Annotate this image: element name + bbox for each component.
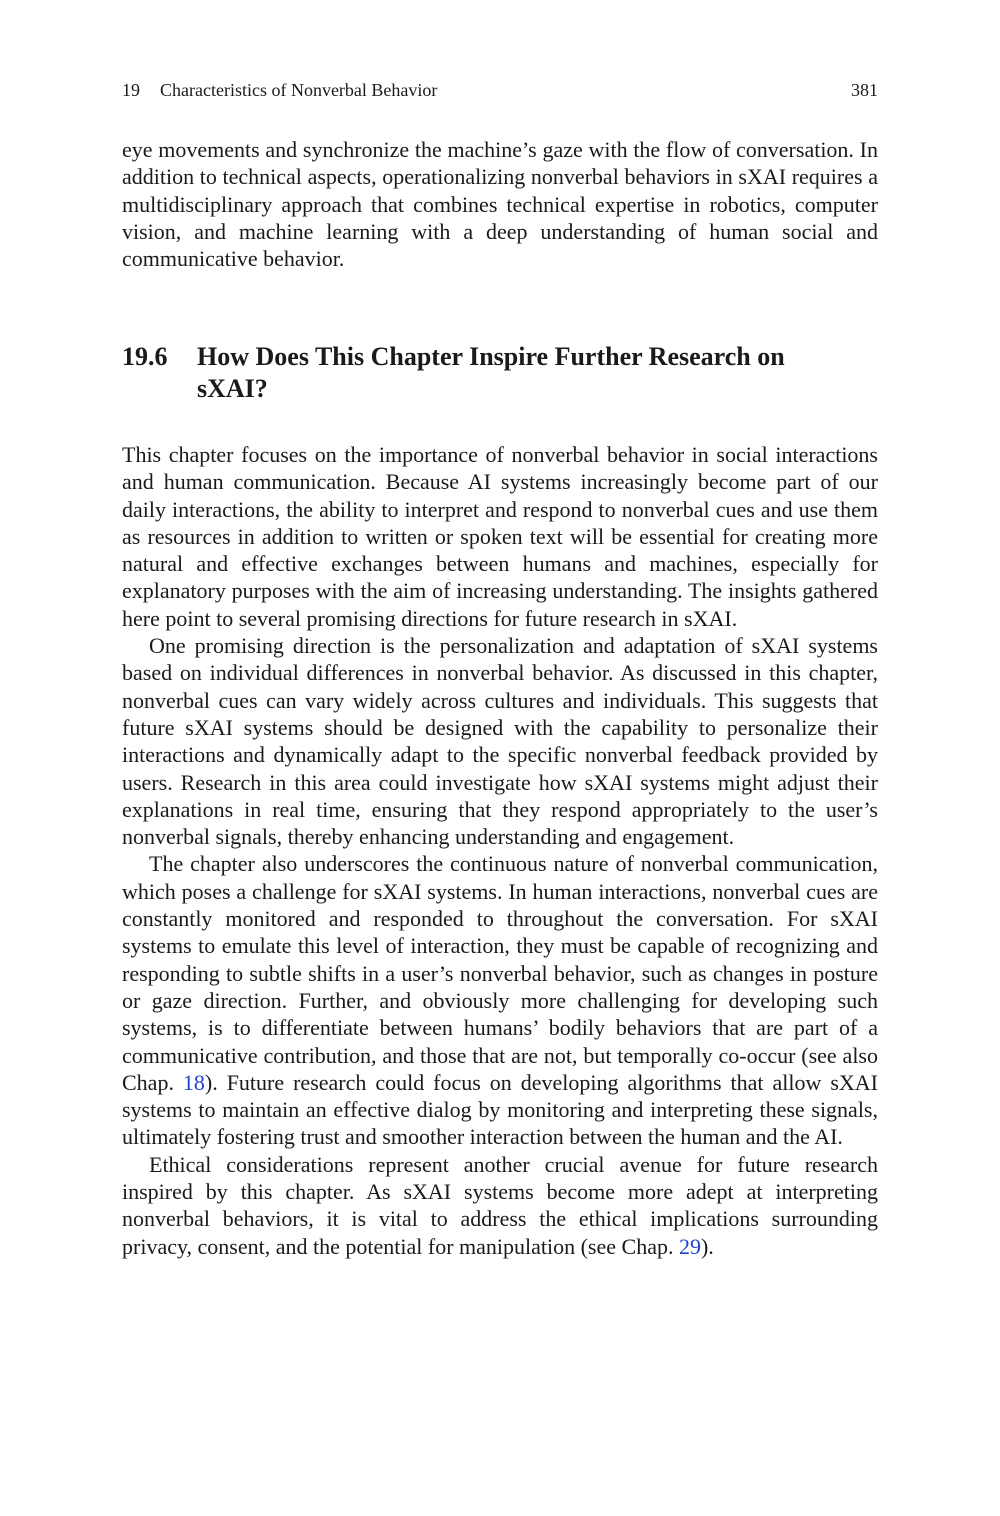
paragraph-4 xyxy=(122,1151,878,1260)
section-body xyxy=(122,441,878,1260)
page-number: 381 xyxy=(851,80,878,100)
paragraph-3 xyxy=(122,850,878,1150)
continuation-paragraph: eye movements and synchronize the machine’s gaze with the flow of conversation. In addition to technical aspects, operationalizing nonverbal behaviors in sXAI requires a multidisciplinary approach that combines technical expertise in robotics, computer vision, and machine learning with a deep understanding of human social and communicative behavior. xyxy=(122,137,878,272)
section-title: How Does This Chapter Inspire Further Research on sXAI? xyxy=(197,342,785,403)
paragraph-2: One promising direction is the personalization and adaptation of sXAI systems based on individual differences in nonverbal behavior. As discussed in this chapter, nonverbal cues can vary widely across cultures and individuals. This suggests that future sXAI systems should be designed with the capability to personalize their interactions and dynamically adapt to the specific nonverbal feedback provided by users. Research in this area could investigate how sXAI systems might adjust their explanations in real time, ensuring that they respond appropriately to the user’s nonverbal signals, thereby enhancing understanding and engagement. xyxy=(122,633,878,850)
chapter-18-link[interactable]: 18 xyxy=(182,1069,205,1095)
paragraph-3-text-end: ). Future research could focus on developing algorithms that allow sXAI systems to maintain an effective dialog by monitoring and interpreting these signals, ultimately fostering trust and smoother interaction between the human and the AI. xyxy=(122,1069,878,1150)
chapter-29-link[interactable]: 29 xyxy=(678,1233,701,1259)
running-head-chapter-title: Characteristics of Nonverbal Behavior xyxy=(160,80,438,100)
section-heading xyxy=(122,341,878,405)
section-number: 19.6 xyxy=(122,342,168,371)
running-head xyxy=(122,79,878,101)
paragraph-4-text-start: Ethical considerations represent another crucial avenue for future research inspired by this chapter. As sXAI systems become more adept at interpreting nonverbal behaviors, it is vital to address the ethical implications surrounding privacy, consent, and the potential for manipulation (see Chap. xyxy=(122,1151,878,1259)
continuation-block xyxy=(122,136,878,272)
paragraph-4-text-end: ). xyxy=(700,1233,714,1259)
running-head-chapter-number: 19 xyxy=(122,80,140,100)
paragraph-3-text-start: The chapter also underscores the continuous nature of nonverbal communication, which poses a challenge for sXAI systems. In human interactions, nonverbal cues are constantly monitored and responded to throughout the conversation. For sXAI systems to emulate this level of interaction, they must be capable of recognizing and responding to subtle shifts in a user’s nonverbal behavior, such as changes in posture or gaze direction. Further, and obviously more challenging for developing such systems, is to differentiate between humans’ bodily behaviors that are part of a communicative contribution, and those that are not, but temporally co-occur (see also Chap. xyxy=(122,851,878,1095)
paragraph-1: This chapter focuses on the importance of nonverbal behavior in social interactions and human communication. Because AI systems increasingly become part of our daily interactions, the ability to interpret and respond to nonverbal cues and use them as resources in addition to written or spoken text will be essential for creating more natural and effective exchanges between humans and machines, especially for explanatory purposes with the aim of increasing understanding. The insights gathered here point to several promising directions for future research in sXAI. xyxy=(122,442,878,631)
